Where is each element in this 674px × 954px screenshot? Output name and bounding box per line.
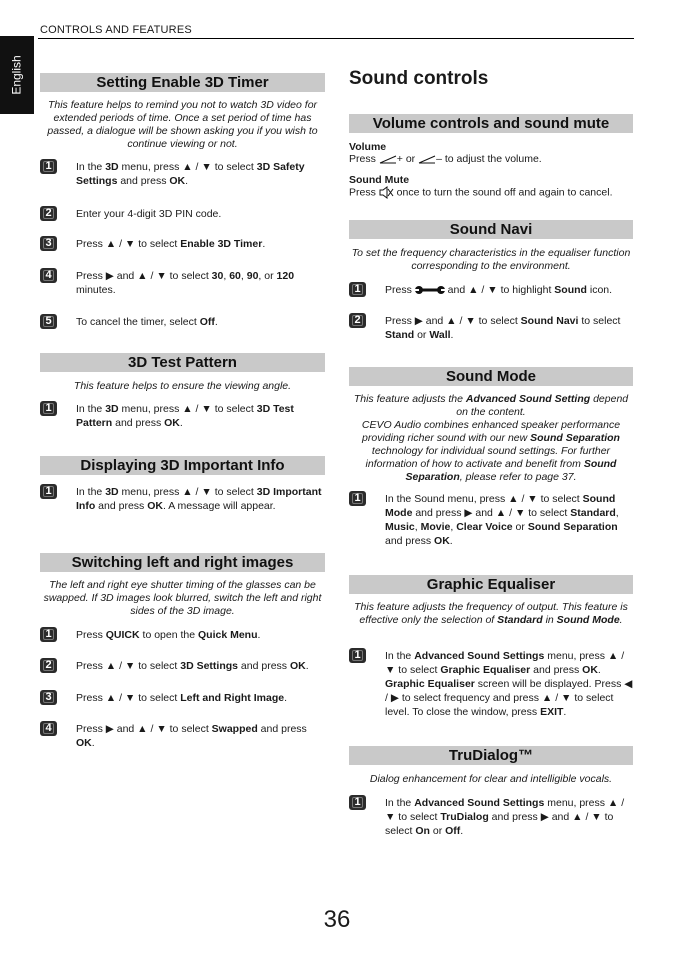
step-text: Press ▶ and ▲ / ▼ to select Swapped and press OK. [76, 723, 307, 749]
step-text: In the 3D menu, press ▲ / ▼ to select 3D Test Pattern and press OK. [76, 403, 294, 429]
step-text: In the Advanced Sound Settings menu, press ▲ / ▼ to select TruDialog and press ▶ and ▲ / ▼ to select On or Off. [385, 797, 625, 837]
step-number-icon: 2 [40, 658, 57, 673]
page-title: Sound controls [349, 68, 489, 89]
step-text: In the Sound menu, press ▲ / ▼ to select Sound Mode and press ▶ and ▲ / ▼ to select Standard, Music, Movie, Clear Voice or Sound Separation and press OK. [385, 493, 619, 547]
step-number-icon: 2 [40, 206, 57, 221]
step-text: Press ▶ and ▲ / ▼ to select 30, 60, 90, or 120 minutes. [76, 270, 295, 296]
step-number-icon: 1 [349, 795, 366, 810]
step-text: Press ▲ / ▼ to select Left and Right Image. [76, 692, 287, 704]
step-text: Press ▲ / ▼ to select 3D Settings and press OK. [76, 660, 309, 672]
step-number-icon: 1 [40, 484, 57, 499]
step-number-icon: 3 [40, 236, 57, 251]
header-rule [38, 38, 634, 39]
volume-wedge-icon [379, 155, 397, 164]
sound-mute-text: Press once to turn the sound off and again to cancel. [349, 186, 613, 199]
step-text: Press ▶ and ▲ / ▼ to select Sound Navi to select Stand or Wall. [385, 315, 621, 341]
step-number-icon: 4 [40, 268, 57, 283]
page-number: 36 [323, 906, 351, 933]
step-number-icon: 1 [349, 491, 366, 506]
section-title-3d-timer: Setting Enable 3D Timer [40, 73, 325, 92]
step-number-icon: 1 [40, 159, 57, 174]
section-title-trudialog: TruDialog™ [349, 746, 633, 765]
wrench-icon [415, 284, 445, 296]
sound-mute-label: Sound Mute [349, 174, 410, 186]
step-number-icon: 1 [40, 401, 57, 416]
step-text: In the Advanced Sound Settings menu, press ▲ / ▼ to select Graphic Equaliser and press OK. Graphic Equaliser screen will be displayed. Press ◀ / ▶ to select frequency and press ▲ / ▼ to select level. To close the window, press EXIT. [385, 650, 633, 718]
section-title-sound-navi: Sound Navi [349, 220, 633, 239]
mute-icon [379, 186, 394, 199]
intro-3d-timer: This feature helps to remind you not to watch 3D video for extended periods of time. Once a set period of time has passed, a dialogue will be shown asking you if you wish to continue viewing or not. [47, 99, 318, 150]
intro-switching-images: The left and right eye shutter timing of the glasses can be swapped. If 3D images look blurred, switch the left and right sides of the 3D image. [43, 579, 322, 617]
intro-trudialog: Dialog enhancement for clear and intelligible vocals. [369, 773, 613, 785]
step-number-icon: 5 [40, 314, 57, 329]
step-number-icon: 3 [40, 690, 57, 705]
section-title-graphic-equaliser: Graphic Equaliser [349, 575, 633, 594]
section-title-3d-important-info: Displaying 3D Important Info [40, 456, 325, 475]
step-text: In the 3D menu, press ▲ / ▼ to select 3D Important Info and press OK. A message will appear. [76, 486, 322, 512]
intro-sound-navi: To set the frequency characteristics in the equaliser function corresponding to the environment. [351, 247, 631, 272]
step-text: Press QUICK to open the Quick Menu. [76, 629, 261, 641]
section-title-switching-images: Switching left and right images [40, 553, 325, 572]
language-tab-label: English [10, 55, 25, 95]
volume-label: Volume [349, 141, 387, 153]
step-text: To cancel the timer, select Off. [76, 316, 218, 328]
step-text: Enter your 4-digit 3D PIN code. [76, 208, 222, 220]
step-text: Press ▲ / ▼ to select Enable 3D Timer. [76, 238, 266, 250]
step-number-icon: 1 [349, 282, 366, 297]
volume-text: Press + or – to adjust the volume. [349, 153, 542, 165]
section-title-volume: Volume controls and sound mute [349, 114, 633, 133]
section-title-3d-test-pattern: 3D Test Pattern [40, 353, 325, 372]
intro-graphic-equaliser: This feature adjusts the frequency of output. This feature is effective only the selection of Standard in Sound Mode. [354, 601, 628, 626]
step-number-icon: 1 [40, 627, 57, 642]
step-text: In the 3D menu, press ▲ / ▼ to select 3D Safety Settings and press OK. [76, 161, 305, 187]
section-title-sound-mode: Sound Mode [349, 367, 633, 386]
language-tab [0, 36, 34, 114]
step-text: Press and ▲ / ▼ to highlight Sound icon. [385, 284, 613, 296]
step-number-icon: 2 [349, 313, 366, 328]
intro-sound-mode: This feature adjusts the Advanced Sound Setting depend on the content. CEVO Audio combines enhanced speaker performance providing richer sound with our new Sound Separation technology for individual sound settings. For further information of how to activate and benefit from Sound Separation, please refer to page 37. [353, 393, 629, 483]
volume-wedge-icon [418, 155, 436, 164]
intro-3d-test-pattern: This feature helps to ensure the viewing angle. [73, 380, 292, 392]
step-number-icon: 4 [40, 721, 57, 736]
step-number-icon: 1 [349, 648, 366, 663]
running-header: CONTROLS AND FEATURES [40, 24, 192, 36]
